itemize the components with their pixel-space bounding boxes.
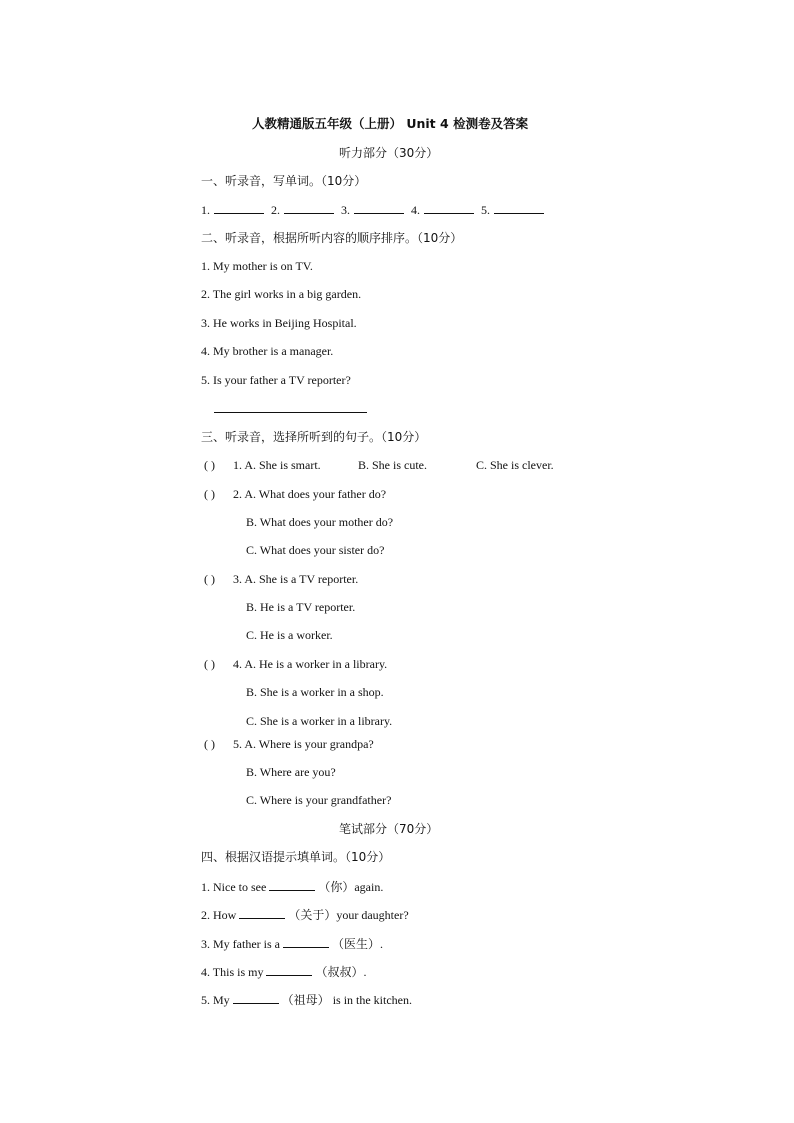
order-answer-line[interactable] — [214, 412, 367, 413]
answer-blank-5[interactable] — [494, 202, 544, 214]
answer-blank-4[interactable] — [424, 202, 474, 214]
page-title: 人教精通版五年级（上册） Unit 4 检测卷及答案 — [252, 116, 529, 131]
fill-1-suffix: again. — [354, 880, 384, 894]
order-item-3: 3. He works in Beijing Hospital. — [201, 316, 357, 330]
blank-num-2: 2. — [271, 203, 280, 217]
q3-option-c: C. He is a worker. — [246, 628, 333, 642]
answer-paren-4[interactable]: ( ) — [204, 657, 215, 671]
fill-blank-4[interactable] — [266, 964, 312, 976]
fill-3-suffix: . — [380, 937, 383, 951]
fill-blank-1[interactable] — [269, 879, 315, 891]
fill-4-hint: （叔叔） — [315, 965, 364, 979]
fill-5-suffix: is in the kitchen. — [332, 993, 413, 1007]
fill-1-hint: （你） — [318, 880, 355, 894]
q2-option-a: 2. A. What does your father do? — [233, 487, 387, 501]
answer-paren-1[interactable]: ( ) — [204, 458, 215, 472]
fill-item-4 — [201, 964, 366, 979]
fill-3-prefix: 3. My father is a — [201, 937, 280, 951]
q3-option-b: B. He is a TV reporter. — [246, 600, 356, 614]
fill-blank-2[interactable] — [239, 907, 285, 919]
answer-blank-2[interactable] — [284, 202, 334, 214]
writing-header: 笔试部分（70分） — [339, 822, 439, 836]
answer-paren-5[interactable]: ( ) — [204, 737, 215, 751]
fill-item-1 — [201, 879, 383, 894]
fill-4-suffix: . — [363, 965, 367, 979]
listening-header: 听力部分（30分） — [339, 146, 439, 160]
fill-5-prefix: 5. My — [201, 993, 230, 1007]
fill-2-suffix: your daughter? — [336, 908, 409, 922]
section1-heading: 一、听录音，写单词。（10分） — [201, 174, 367, 188]
blank-num-1: 1. — [201, 203, 210, 217]
answer-paren-2[interactable]: ( ) — [204, 487, 215, 501]
q1-option-c: C. She is clever. — [476, 458, 554, 472]
q4-option-a: 4. A. He is a worker in a library. — [233, 657, 388, 671]
fill-2-hint: （关于） — [288, 908, 337, 922]
fill-item-3 — [201, 936, 383, 951]
order-item-4: 4. My brother is a manager. — [201, 344, 334, 358]
section4-heading: 四、根据汉语提示填单词。（10分） — [201, 850, 391, 864]
blank-num-4: 4. — [411, 203, 420, 217]
fill-1-prefix: 1. Nice to see — [201, 880, 267, 894]
answer-paren-3[interactable]: ( ) — [204, 572, 215, 586]
q1-option-b: B. She is cute. — [358, 458, 427, 472]
answer-blank-1[interactable] — [214, 202, 264, 214]
fill-2-prefix: 2. How — [201, 908, 237, 922]
section2-heading: 二、听录音，根据所听内容的顺序排序。（10分） — [201, 231, 463, 245]
blank-num-5: 5. — [481, 203, 490, 217]
q4-option-b: B. She is a worker in a shop. — [246, 685, 384, 699]
answer-blank-3[interactable] — [354, 202, 404, 214]
fill-blank-3[interactable] — [283, 936, 329, 948]
order-item-1: 1. My mother is on TV. — [201, 259, 313, 273]
section3-heading: 三、听录音，选择所听到的句子。（10分） — [201, 430, 427, 444]
fill-blank-5[interactable] — [233, 992, 279, 1004]
q4-option-c: C. She is a worker in a library. — [246, 714, 393, 728]
word-blanks-row — [201, 202, 548, 217]
q3-option-a: 3. A. She is a TV reporter. — [233, 572, 359, 586]
order-item-5: 5. Is your father a TV reporter? — [201, 373, 351, 387]
fill-item-2 — [201, 907, 409, 922]
fill-item-5 — [201, 992, 412, 1007]
q5-option-c: C. Where is your grandfather? — [246, 793, 392, 807]
q5-option-a: 5. A. Where is your grandpa? — [233, 737, 374, 751]
blank-num-3: 3. — [341, 203, 350, 217]
q2-option-c: C. What does your sister do? — [246, 543, 385, 557]
order-item-2: 2. The girl works in a big garden. — [201, 287, 362, 301]
q5-option-b: B. Where are you? — [246, 765, 336, 779]
q2-option-b: B. What does your mother do? — [246, 515, 394, 529]
fill-4-prefix: 4. This is my — [201, 965, 264, 979]
q1-option-a: 1. A. She is smart. — [233, 458, 321, 472]
fill-3-hint: （医生） — [331, 937, 380, 951]
fill-5-hint: （祖母） — [281, 993, 330, 1007]
